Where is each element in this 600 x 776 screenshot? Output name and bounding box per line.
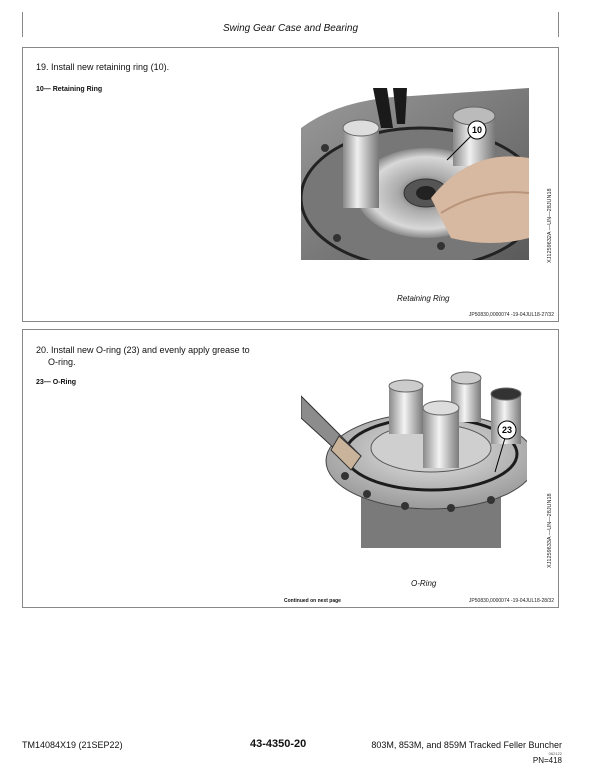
- step-card-19: [22, 47, 559, 322]
- pn-number: PN=418: [532, 756, 562, 765]
- step-card-20: [22, 329, 559, 608]
- page-header: [22, 12, 559, 37]
- step-20-instruction-line2: O-ring.: [48, 357, 76, 367]
- step-20-ref: JP50830,0000074 -19-04JUL18-28/32: [468, 598, 554, 604]
- revision-code: 062122: [548, 751, 562, 756]
- step-20-image-id: XJ1259633A —UN—28JUN18: [547, 493, 553, 568]
- section-title: Swing Gear Case and Bearing: [222, 23, 359, 34]
- o-ring-photo: [301, 366, 527, 548]
- continued-note: Continued on next page: [284, 598, 341, 604]
- document-number: TM14084X19 (21SEP22): [22, 740, 123, 750]
- step-19-caption: Retaining Ring: [397, 294, 450, 303]
- step-20-legend: 23— O-Ring: [36, 379, 77, 386]
- step-19-image-id: XJ1259632A —UN—28JUN18: [547, 188, 553, 263]
- step-20-caption: O-Ring: [411, 579, 437, 588]
- page-number: 43-4350-20: [250, 738, 307, 750]
- step-20-instruction-line1: 20. Install new O-ring (23) and evenly apply grease to: [36, 345, 250, 355]
- step-19-legend: 10— Retaining Ring: [36, 86, 103, 93]
- callout-23: 23: [501, 425, 513, 435]
- model-title: 803M, 853M, and 859M Tracked Feller Buncher: [371, 740, 562, 750]
- callout-10: 10: [471, 125, 483, 135]
- step-19-instruction: 19. Install new retaining ring (10).: [36, 62, 170, 72]
- retaining-ring-photo: [301, 88, 529, 260]
- step-19-ref: JP50830,0000074 -19-04JUL18-27/32: [468, 312, 554, 318]
